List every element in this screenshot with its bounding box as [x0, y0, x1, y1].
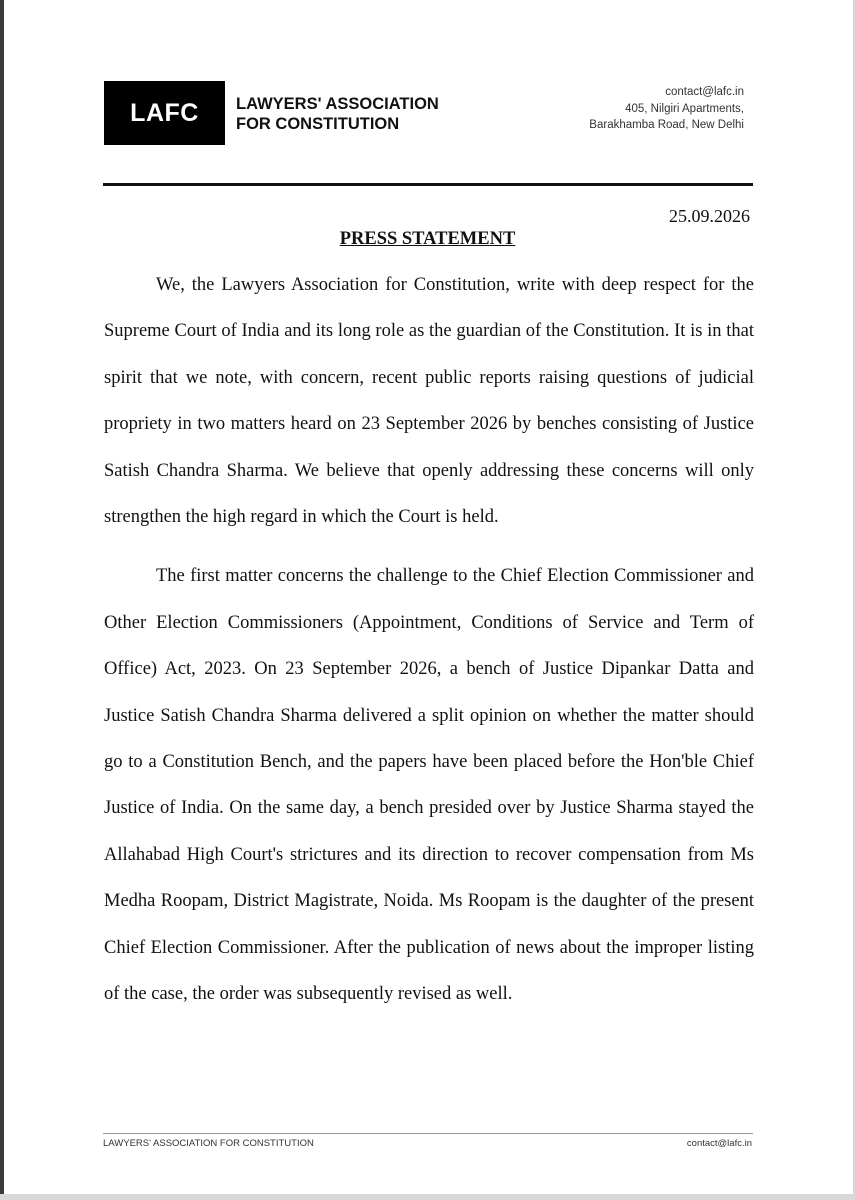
footer-divider	[103, 1133, 753, 1134]
scan-edge-left	[0, 0, 4, 1200]
organization-name	[236, 94, 439, 134]
address-line-2: Barakhamba Road, New Delhi	[589, 119, 744, 131]
contact-email: contact@lafc.in	[665, 86, 744, 98]
footer-email: contact@lafc.in	[686, 1138, 752, 1149]
organization-name-line-1: LAWYERS' ASSOCIATION	[236, 95, 439, 113]
header-divider	[103, 183, 753, 186]
document-title: PRESS STATEMENT	[339, 229, 516, 249]
address-line-1: 405, Nilgiri Apartments,	[625, 102, 744, 115]
logo-text: LAFC	[130, 98, 199, 127]
footer-organization: LAWYERS' ASSOCIATION FOR CONSTITUTION	[103, 1138, 314, 1149]
statement-date: 25.09.2026	[669, 206, 750, 226]
scan-edge-bottom	[0, 1194, 855, 1200]
paragraph-2: The first matter concerns the challenge to the Chief Election Commissioner and Other Election Commissioners (Appointment, Conditions of Service and Term of Office) Act, 2023. On 23 September 2026, a bench of Justice Dipankar Datta and Justice Satish Chandra Sharma delivered a split opinion on whether the matter should go to a Constitution Bench, and the papers have been placed before the Hon'ble Chief Justice of India. On the same day, a bench presided over by Justice Sharma stayed the Allahabad High Court's strictures and its direction to recover compensation from Ms Medha Roopam, District Magistrate, Noida. Ms Roopam is the daughter of the present Chief Election Commissioner. After the publication of news about the improper listing of the case, the order was subsequently revised as well.	[104, 566, 754, 1005]
contact-block	[589, 84, 744, 134]
organization-name-line-2: FOR CONSTITUTION	[236, 115, 400, 133]
logo	[104, 81, 225, 145]
statement-body	[104, 262, 754, 1018]
paragraph-1: We, the Lawyers Association for Constitution, write with deep respect for the Supreme Court of India and its long role as the guardian of the Constitution. It is in that spirit that we note, with concern, recent public reports raising questions of judicial propriety in two matters heard on 23 September 2026 by benches consisting of Justice Satish Chandra Sharma. We believe that openly addressing these concerns will only strengthen the high regard in which the Court is held.	[104, 275, 754, 528]
